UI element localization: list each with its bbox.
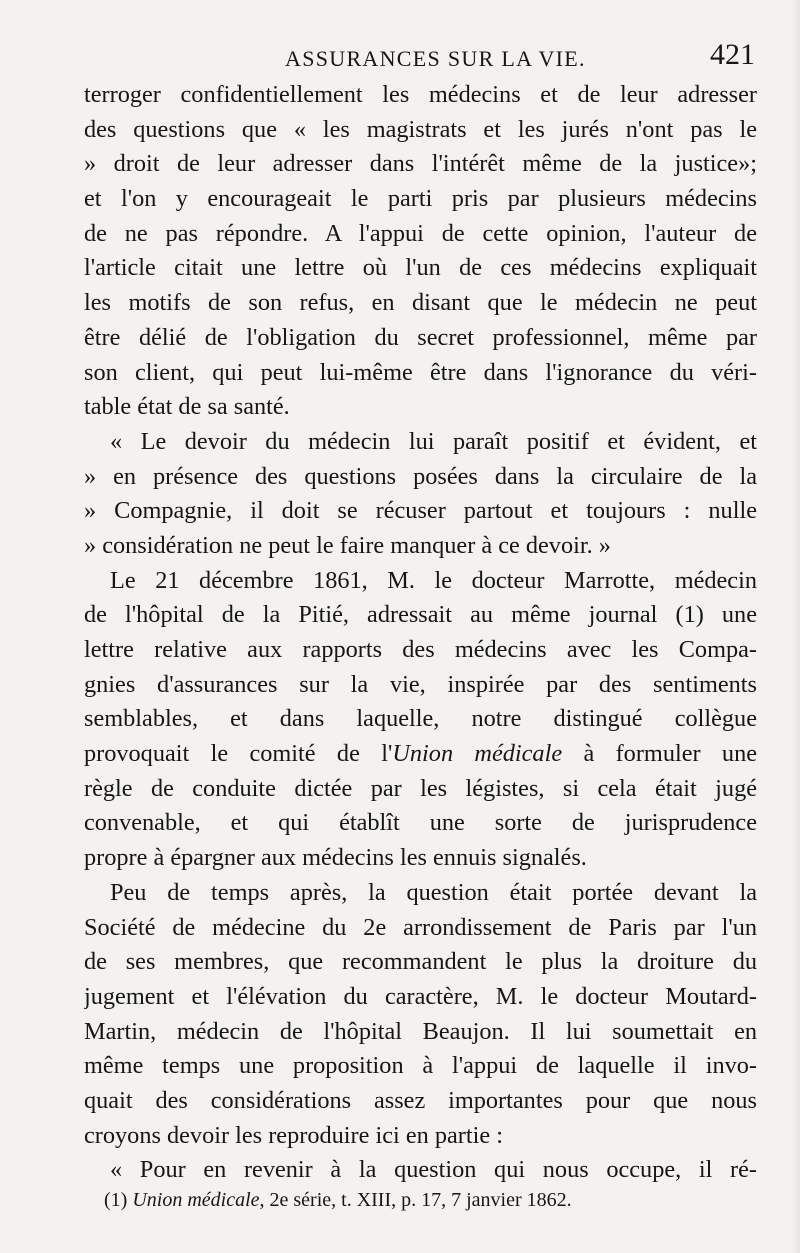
paragraph-5: [84, 1153, 757, 1188]
footnote-marker: (1): [104, 1189, 128, 1211]
text-line: de l'hôpital de la Pitié, adressait au même journal (1) une: [84, 601, 757, 629]
text-line: « Pour en revenir à la question qui nous occupe, il ré-: [110, 1156, 757, 1184]
page-edge-shadow: [792, 0, 800, 1253]
text-line: semblables, et dans laquelle, notre distingué collègue: [84, 705, 757, 733]
paragraph-3: [84, 564, 757, 876]
text-segment: à formuler une: [562, 740, 757, 768]
text-line: lettre relative aux rapports des médecins avec les Compa-: [84, 636, 757, 663]
text-line: de ses membres, que recommandent le plus la droiture du: [84, 948, 757, 976]
paragraph-4: [84, 876, 757, 1154]
text-line: règle de conduite dictée par les légistes, si cela était jugé: [84, 774, 757, 802]
text-line: croyons devoir les reproduire ici en partie :: [84, 1121, 503, 1149]
text-line: Peu de temps après, la question était portée devant la: [110, 878, 757, 906]
text-line: gnies d'assurances sur la vie, inspirée par des sentiments: [84, 670, 757, 698]
text-line: son client, qui peut lui-même être dans l'ignorance du véri-: [84, 358, 757, 386]
text-line: Martin, médecin de l'hôpital Beaujon. Il lui soumettait en: [84, 1017, 757, 1045]
text-line: des questions que « les magistrats et les jurés n'ont pas le: [84, 115, 757, 143]
text-line-with-italic: [84, 737, 757, 772]
text-line: propre à épargner aux médecins les ennuis signalés.: [84, 844, 587, 872]
journal-title: Union médicale: [392, 740, 563, 768]
main-text: [84, 78, 757, 1188]
footnote-work-title: Union médicale: [132, 1189, 260, 1211]
text-line: « Le devoir du médecin lui paraît positif et évident, et: [110, 427, 757, 455]
paragraph-1: [84, 78, 757, 425]
text-line: table état de sa santé.: [84, 393, 290, 421]
text-line: de ne pas répondre. A l'appui de cette opinion, l'auteur de: [84, 219, 757, 247]
text-line: être délié de l'obligation du secret professionnel, même par: [84, 323, 757, 351]
text-line: jugement et l'élévation du caractère, M. le docteur Moutard-: [84, 982, 757, 1010]
text-line: même temps une proposition à l'appui de laquelle il invo-: [84, 1052, 757, 1080]
text-line: l'article citait une lettre où l'un de ces médecins expliquait: [84, 254, 757, 282]
text-line: » droit de leur adresser dans l'intérêt même de la justice»;: [84, 150, 757, 178]
text-line: quait des considérations assez importantes pour que nous: [84, 1086, 757, 1114]
text-line: terroger confidentiellement les médecins et de leur adresser: [84, 81, 757, 108]
text-line: » Compagnie, il doit se récuser partout et toujours : nulle: [84, 497, 757, 525]
text-segment: provoquait le comité de l': [84, 740, 393, 768]
text-line: » considération ne peut le faire manquer à ce devoir. »: [84, 531, 611, 559]
text-line: » en présence des questions posées dans la circulaire de la: [84, 462, 757, 490]
text-line: Société de médecine du 2e arrondissement de Paris par l'un: [84, 913, 757, 941]
text-line: convenable, et qui établît une sorte de jurisprudence: [84, 809, 757, 837]
text-line: et l'on y encourageait le parti pris par plusieurs médecins: [84, 185, 757, 213]
paragraph-2: [84, 425, 757, 564]
footnote: [104, 1186, 754, 1214]
running-title: ASSURANCES SUR LA VIE.: [285, 46, 586, 71]
text-line: Le 21 décembre 1861, M. le docteur Marrotte, médecin: [110, 566, 757, 594]
page-number: 421: [710, 38, 755, 71]
footnote-details: , 2e série, t. XIII, p. 17, 7 janvier 1862.: [259, 1189, 572, 1211]
page-header: [0, 34, 800, 74]
text-line: les motifs de son refus, en disant que le médecin ne peut: [84, 289, 757, 317]
